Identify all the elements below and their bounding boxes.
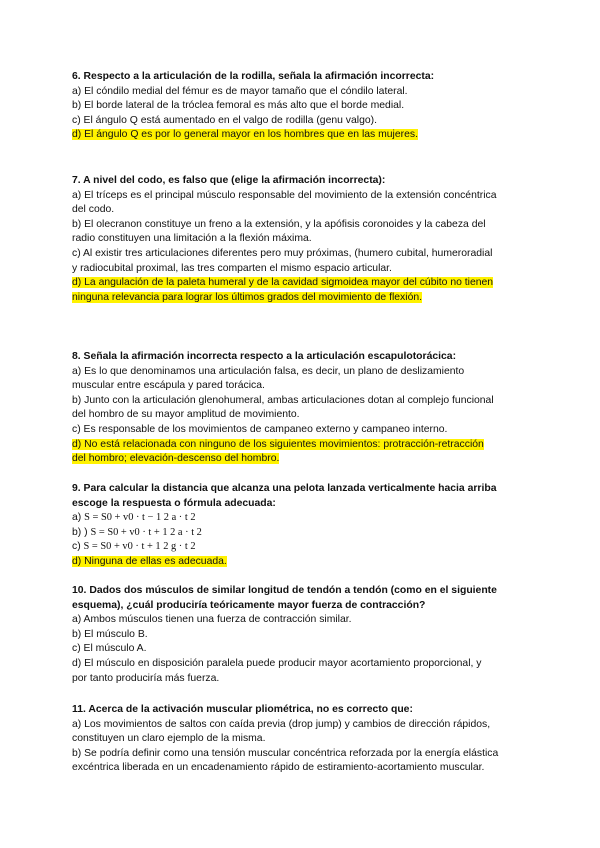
question-title: 7. A nivel del codo, es falso que (elige la afirmación incorrecta): xyxy=(72,175,386,186)
question-title: 6. Respecto a la articulación de la rodilla, señala la afirmación incorrecta: xyxy=(72,71,435,82)
question-9 xyxy=(72,482,532,570)
question-title-line-2: escoge la respuesta o fórmula adecuada: xyxy=(72,497,276,509)
question-7 xyxy=(72,174,532,305)
answer-d-highlighted: d) Ninguna de ellas es adecuada. xyxy=(72,555,227,567)
formula: S = S0 + v0 · t − 1 2 a · t 2 xyxy=(84,512,196,524)
answer-d-line-2: por tanto produciría más fuerza. xyxy=(72,672,220,684)
answer-a-line-1: a) El tríceps es el principal músculo responsable del movimiento de la extensión concéntrica xyxy=(72,189,497,201)
answer-a: a) Ambos músculos tienen una fuerza de contracción similar. xyxy=(72,614,352,626)
answer-d-highlighted-line-2: del hombro; elevación-descenso del hombro. xyxy=(72,453,280,465)
answer-a-line-2: constituyen un claro ejemplo de la misma. xyxy=(72,733,266,745)
question-title-line-1: 10. Dados dos músculos de similar longitud de tendón a tendón (como en el siguiente xyxy=(72,585,497,596)
question-title: 8. Señala la afirmación incorrecta respecto a la articulación escapulotorácica: xyxy=(72,351,457,362)
answer-b-line-2: radio constituyen una limitación a la flexión máxima. xyxy=(72,233,312,245)
answer-b-line-1: b) El olecranon constituye un freno a la extensión, y la apófisis coronoides y la cabeza del xyxy=(72,218,486,230)
answer-c: c) S = S0 + v0 · t + 1 2 g · t 2 xyxy=(72,541,196,553)
answer-c: c) El ángulo Q está aumentado en el valgo de rodilla (genu valgo). xyxy=(72,114,377,126)
formula: S = S0 + v0 · t + 1 2 g · t 2 xyxy=(83,541,196,553)
answer-a-line-2: del codo. xyxy=(72,204,115,216)
answer-a-line-2: muscular entre escápula y pared torácica. xyxy=(72,380,265,392)
question-8 xyxy=(72,350,532,467)
answer-b-line-1: b) Se podría definir como una tensión muscular concéntrica reforzada por la energía elástica xyxy=(72,747,499,759)
question-title-line-1: 9. Para calcular la distancia que alcanza una pelota lanzada verticalmente hacia arriba xyxy=(72,483,497,494)
answer-c: c) Es responsable de los movimientos de campaneo externo y campaneo interno. xyxy=(72,423,448,435)
formula: S = S0 + v0 · t + 1 2 a · t 2 xyxy=(90,526,202,538)
answer-d-highlighted-line-1: d) La angulación de la paleta humeral y de la cavidad sigmoidea mayor del cúbito no tienen xyxy=(72,277,494,289)
answer-b-line-1: b) Junto con la articulación glenohumeral, ambas articulaciones dotan al complejo funcional xyxy=(72,394,494,406)
answer-b-line-2: del hombro de su mayor amplitud de movimiento. xyxy=(72,409,300,421)
answer-a-line-1: a) Los movimientos de saltos con caída previa (drop jump) y cambios de dirección rápidos, xyxy=(72,718,491,730)
question-10 xyxy=(72,584,532,686)
answer-b: b) ) S = S0 + v0 · t + 1 2 a · t 2 xyxy=(72,526,202,538)
answer-a: a) El cóndilo medial del fémur es de mayor tamaño que el cóndilo lateral. xyxy=(72,85,408,97)
answer-a: a) S = S0 + v0 · t − 1 2 a · t 2 xyxy=(72,512,196,524)
answer-b-line-2: excéntrica liberada en un encadenamiento rápido de estiramiento-acortamiento muscular. xyxy=(72,762,485,774)
answer-d-highlighted-line-1: d) No está relacionada con ninguno de los siguientes movimientos: protracción-retracción xyxy=(72,438,484,450)
answer-b: b) El músculo B. xyxy=(72,628,148,640)
answer-b: b) El borde lateral de la tróclea femoral es más alto que el borde medial. xyxy=(72,100,405,112)
question-title-line-2: esquema), ¿cuál produciría teóricamente mayor fuerza de contracción? xyxy=(72,599,426,611)
question-title: 11. Acerca de la activación muscular pliométrica, no es correcto que: xyxy=(72,704,413,715)
answer-d-line-1: d) El músculo en disposición paralela puede producir mayor acortamiento proporcional, y xyxy=(72,657,482,669)
answer-d-highlighted: d) El ángulo Q es por lo general mayor en los hombres que en las mujeres. xyxy=(72,129,418,141)
question-6 xyxy=(72,70,532,143)
answer-c-line-2: y radiocubital proximal, las tres comparten el mismo espacio articular. xyxy=(72,262,392,274)
answer-d-highlighted-line-2: ninguna relevancia para lograr los últimos grados del movimiento de flexión. xyxy=(72,291,423,303)
question-11 xyxy=(72,703,532,776)
answer-c-line-1: c) Al existir tres articulaciones diferentes pero muy próximas, (humero cubital, humeroradial xyxy=(72,247,493,259)
answer-a-line-1: a) Es lo que denominamos una articulación falsa, es decir, un plano de deslizamiento xyxy=(72,365,465,377)
answer-c: c) El músculo A. xyxy=(72,643,147,655)
